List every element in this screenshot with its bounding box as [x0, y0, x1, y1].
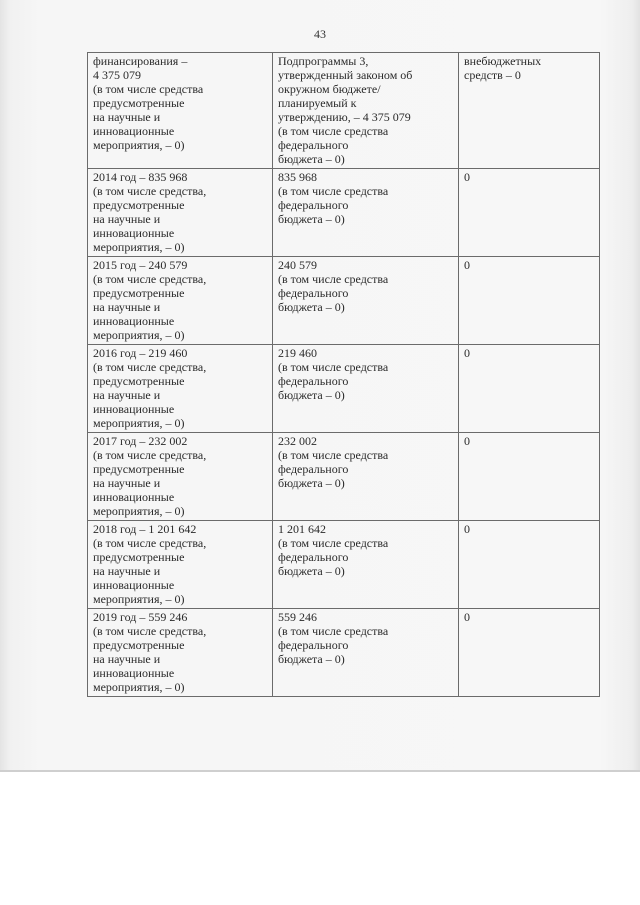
cell-text-line: инновационные [93, 578, 175, 592]
table-cell-amount-total [88, 257, 273, 345]
table-cell-budget-source [273, 345, 459, 433]
cell-text-line: (в том числе средства [278, 272, 389, 286]
cell-text-line: 0 [464, 346, 470, 360]
cell-text-line: 0 [464, 610, 470, 624]
table-cell-extrabudgetary [459, 169, 600, 257]
cell-text-line: мероприятия, – 0) [93, 504, 185, 518]
cell-text-line: 0 [464, 434, 470, 448]
cell-text-line: инновационные [93, 124, 175, 138]
cell-text-line: средств – 0 [464, 68, 521, 82]
cell-text-line: предусмотренные [93, 96, 185, 110]
cell-text-line: 559 246 [278, 610, 317, 624]
table-cell-budget-source [273, 169, 459, 257]
cell-text-line: (в том числе средства, [93, 536, 207, 550]
cell-text-line: мероприятия, – 0) [93, 680, 185, 694]
table-row [88, 433, 600, 521]
cell-text-line: мероприятия, – 0) [93, 240, 185, 254]
table-row [88, 257, 600, 345]
table-cell-amount-total [88, 169, 273, 257]
page-number: 43 [314, 27, 326, 41]
cell-text-line: бюджета – 0) [278, 388, 345, 402]
cell-text-line: предусмотренные [93, 638, 185, 652]
cell-text-line: федерального [278, 638, 349, 652]
cell-text-line: 2016 год – 219 460 [93, 346, 188, 360]
table-cell-budget-source [273, 521, 459, 609]
cell-text-line: бюджета – 0) [278, 152, 345, 166]
cell-text-line: на научные и [93, 300, 161, 314]
cell-text-line: инновационные [93, 666, 175, 680]
cell-text-line: на научные и [93, 476, 161, 490]
cell-text-line: 1 201 642 [278, 522, 326, 536]
cell-text-line: (в том числе средства, [93, 272, 207, 286]
cell-text-line: мероприятия, – 0) [93, 592, 185, 606]
cell-text-line: 240 579 [278, 258, 317, 272]
cell-text-line: бюджета – 0) [278, 300, 345, 314]
cell-text-line: 2017 год – 232 002 [93, 434, 188, 448]
cell-text-line: федерального [278, 462, 349, 476]
cell-text-line: утверждению, – 4 375 079 [278, 110, 411, 124]
cell-text-line: федерального [278, 550, 349, 564]
cell-text-line: 232 002 [278, 434, 317, 448]
table-cell-amount-total [88, 345, 273, 433]
cell-text-line: 835 968 [278, 170, 317, 184]
table-cell-extrabudgetary [459, 345, 600, 433]
table-cell-amount-total [88, 609, 273, 697]
financing-table [87, 52, 600, 697]
cell-text-line: (в том числе средства [278, 624, 389, 638]
table-cell-amount-total [88, 433, 273, 521]
cell-text-line: на научные и [93, 110, 161, 124]
cell-text-line: федерального [278, 374, 349, 388]
cell-text-line: 2014 год – 835 968 [93, 170, 188, 184]
cell-text-line: 0 [464, 258, 470, 272]
cell-text-line: инновационные [93, 402, 175, 416]
cell-text-line: 2015 год – 240 579 [93, 258, 188, 272]
cell-text-line: 2019 год – 559 246 [93, 610, 188, 624]
cell-text-line: предусмотренные [93, 462, 185, 476]
cell-text-line: 4 375 079 [93, 68, 141, 82]
cell-text-line: предусмотренные [93, 286, 185, 300]
table-cell-extrabudgetary [459, 521, 600, 609]
cell-text-line: (в том числе средства [278, 184, 389, 198]
cell-text-line: планируемый к [278, 96, 357, 110]
cell-text-line: инновационные [93, 314, 175, 328]
table-cell-amount-total [88, 521, 273, 609]
cell-text-line: бюджета – 0) [278, 476, 345, 490]
cell-text-line: мероприятия, – 0) [93, 138, 185, 152]
cell-text-line: окружном бюджете/ [278, 82, 381, 96]
cell-text-line: бюджета – 0) [278, 652, 345, 666]
cell-text-line: 2018 год – 1 201 642 [93, 522, 197, 536]
table-cell-budget-source [273, 257, 459, 345]
table-cell-extrabudgetary [459, 53, 600, 169]
table-cell-extrabudgetary [459, 433, 600, 521]
cell-text-line: мероприятия, – 0) [93, 328, 185, 342]
cell-text-line: (в том числе средства, [93, 360, 207, 374]
cell-text-line: на научные и [93, 652, 161, 666]
cell-text-line: федерального [278, 138, 349, 152]
table-cell-extrabudgetary [459, 257, 600, 345]
cell-text-line: инновационные [93, 226, 175, 240]
table-cell-extrabudgetary [459, 609, 600, 697]
cell-text-line: (в том числе средства [278, 124, 389, 138]
cell-text-line: на научные и [93, 212, 161, 226]
table-row [88, 169, 600, 257]
table-body [88, 53, 600, 697]
cell-text-line: предусмотренные [93, 374, 185, 388]
cell-text-line: 219 460 [278, 346, 317, 360]
cell-text-line: (в том числе средства [278, 448, 389, 462]
cell-text-line: 0 [464, 170, 470, 184]
cell-text-line: предусмотренные [93, 550, 185, 564]
cell-text-line: финансирования – [93, 54, 188, 68]
cell-text-line: утвержденный законом об [278, 68, 413, 82]
cell-text-line: (в том числе средства, [93, 624, 207, 638]
cell-text-line: (в том числе средства [278, 536, 389, 550]
cell-text-line: Подпрограммы 3, [278, 54, 369, 68]
cell-text-line: (в том числе средства, [93, 448, 207, 462]
table-row [88, 53, 600, 169]
cell-text-line: федерального [278, 286, 349, 300]
cell-text-line: бюджета – 0) [278, 564, 345, 578]
cell-text-line: на научные и [93, 564, 161, 578]
cell-text-line: мероприятия, – 0) [93, 416, 185, 430]
cell-text-line: (в том числе средства [278, 360, 389, 374]
cell-text-line: (в том числе средства, [93, 184, 207, 198]
cell-text-line: федерального [278, 198, 349, 212]
table-row [88, 521, 600, 609]
cell-text-line: внебюджетных [464, 54, 542, 68]
table-row [88, 345, 600, 433]
cell-text-line: 0 [464, 522, 470, 536]
table-cell-budget-source [273, 609, 459, 697]
cell-text-line: на научные и [93, 388, 161, 402]
table-cell-budget-source [273, 433, 459, 521]
table-row [88, 609, 600, 697]
cell-text-line: предусмотренные [93, 198, 185, 212]
table-cell-budget-source [273, 53, 459, 169]
cell-text-line: инновационные [93, 490, 175, 504]
cell-text-line: (в том числе средства [93, 82, 204, 96]
cell-text-line: бюджета – 0) [278, 212, 345, 226]
table-cell-amount-total [88, 53, 273, 169]
